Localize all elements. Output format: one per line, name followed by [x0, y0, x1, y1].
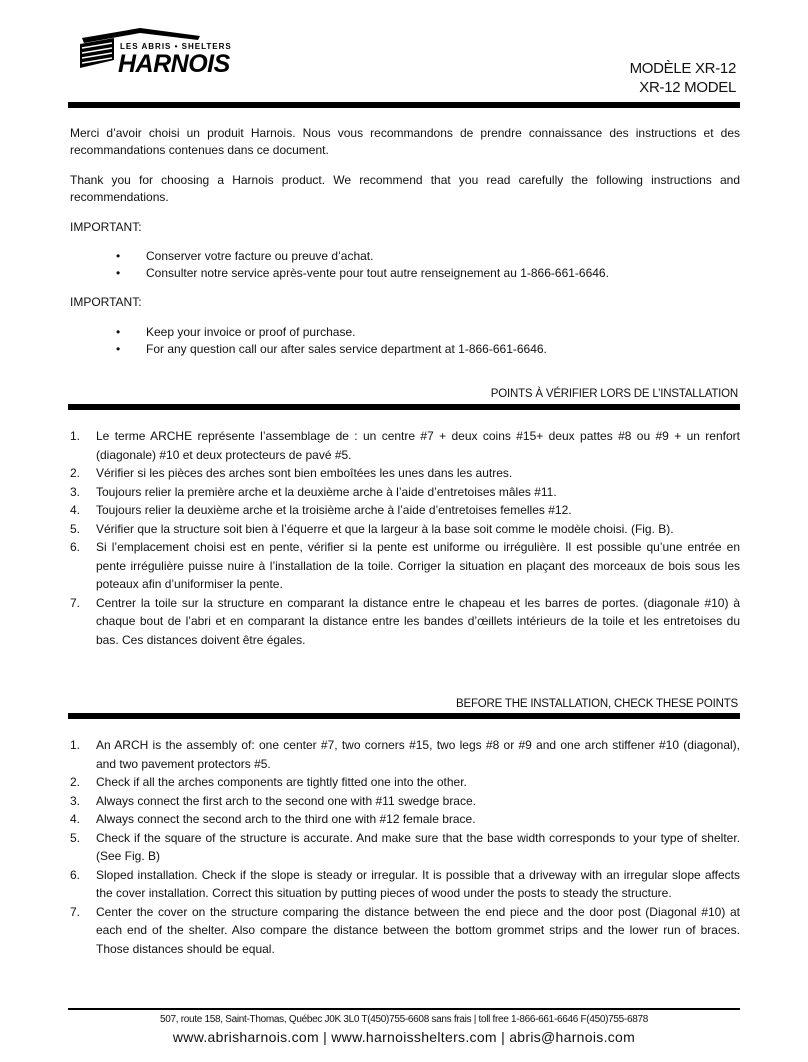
intro-paragraph-fr: Merci d’avoir choisi un produit Harnois. Nous vous recommandons de prendre connaissance des instructions et des recommandations contenues dans ce document.: [70, 126, 740, 157]
list-item-text: For any question call our after sales service department at 1-866-661-6646.: [146, 342, 547, 356]
list-item: [70, 792, 740, 811]
item-number: 2.: [70, 466, 81, 480]
item-text: Centrer la toile sur la structure en comparant la distance entre le chapeau et les barres de portes. (diagonale #10) à chaque bout de l’abri et en comparant la distance entre les bandes d’œillets intérieurs de la toile et les entretoises du bas. Ces distances doivent être égales.: [96, 595, 740, 647]
item-number: 5.: [70, 830, 81, 845]
list-item: [116, 341, 547, 358]
item-text: Toujours relier la deuxième arche et la troisième arche à l’aide d’entretoises femelles #12.: [96, 503, 572, 517]
footer-address: 507, route 158, Saint-Thomas, Québec J0K 3L0 T(450)755-6608 sans frais | toll free 1-866-661-6646 F(450)755-6878: [159, 1014, 649, 1025]
list-item: [70, 903, 740, 959]
section-divider-en: [68, 713, 740, 719]
important-list-en: [116, 324, 547, 358]
bullet-icon: •: [116, 266, 121, 280]
list-item: [70, 773, 740, 792]
list-item: [70, 464, 740, 483]
item-number: 5.: [70, 521, 81, 536]
item-text: Vérifier que la structure soit bien à l’équerre et que la largeur à la base soit comme le modèle choisi. (Fig. B).: [96, 521, 674, 536]
list-item: [70, 810, 740, 829]
list-item: [70, 829, 740, 866]
important-label-fr: IMPORTANT:: [70, 220, 142, 234]
model-title-fr: MODÈLE XR-12: [629, 60, 736, 77]
item-number: 1.: [70, 429, 81, 443]
checklist-fr: [70, 427, 740, 649]
important-list-fr: [116, 248, 609, 282]
harnois-logo-graphic: [80, 24, 250, 76]
section-title-en: BEFORE THE INSTALLATION, CHECK THESE POINTS: [456, 698, 738, 710]
item-text: Si l’emplacement choisi est en pente, vérifier si la pente est uniforme ou irrégulière. Il est possible qu’une entrée en pente irrégulière puisse nuire à l’installation de la toile. Corriger la situation en plaçant des morceaux de bois sous les poteaux afin d’uniformiser la pente.: [96, 540, 740, 591]
item-number: 1.: [70, 738, 81, 752]
footer-web-links: www.abrisharnois.com | www.harnoisshelters.com | abris@harnois.com: [172, 1029, 636, 1045]
item-text: Le terme ARCHE représente l’assemblage de : un centre #7 + deux coins #15+ deux pattes #8 ou #9 + un renfort (diagonale) #10 et deux protecteurs de pavé #5.: [96, 429, 740, 462]
intro-paragraph-en: Thank you for choosing a Harnois product. We recommend that you read carefully the following instructions and recommendations.: [70, 173, 740, 204]
item-number: 6.: [70, 867, 81, 882]
item-number: 7.: [70, 904, 81, 919]
item-text: An ARCH is the assembly of: one center #7, two corners #15, two legs #8 or #9 and one arch stiffener #10 (diagonal), and two pavement protectors #5.: [96, 738, 740, 771]
item-text: Vérifier si les pièces des arches sont bien emboîtées les unes dans les autres.: [96, 466, 513, 480]
bullet-icon: •: [116, 249, 121, 263]
item-number: 6.: [70, 540, 81, 554]
item-text: Sloped installation. Check if the slope is steady or irregular. It is possible that a driveway with an irregular slope affects the cover installation. Correct this situation by putting pieces of wood under the posts to steady the structure.: [96, 867, 740, 900]
list-item: [116, 248, 609, 265]
item-number: 3.: [70, 484, 81, 499]
list-item-text: Keep your invoice or proof of purchase.: [146, 325, 356, 339]
list-item: [70, 520, 740, 539]
section-title-fr: POINTS À VÉRIFIER LORS DE L’INSTALLATION: [490, 388, 738, 400]
model-title-en: XR-12 MODEL: [639, 79, 736, 96]
list-item: [70, 501, 740, 520]
list-item: [116, 324, 547, 341]
footer-divider: [68, 1008, 740, 1010]
list-item-text: Consulter notre service après-vente pour tout autre renseignement au 1-866-661-6646.: [146, 266, 609, 280]
item-text: Check if the square of the structure is accurate. And make sure that the base width corresponds to your type of shelter. (See Fig. B): [96, 830, 740, 863]
list-item: [70, 538, 740, 594]
item-text: Check if all the arches components are tightly fitted one into the other.: [96, 775, 467, 789]
list-item-text: Conserver votre facture ou preuve d’achat.: [146, 249, 374, 263]
list-item: [70, 427, 740, 464]
bullet-icon: •: [116, 325, 121, 339]
harnois-logo: [80, 24, 250, 76]
logo-brand: HARNOIS: [118, 50, 230, 76]
item-number: 3.: [70, 793, 81, 808]
list-item: [116, 265, 609, 282]
item-text: Toujours relier la première arche et la deuxième arche à l’aide d’entretoises mâles #11.: [96, 484, 557, 499]
important-label-en: IMPORTANT:: [70, 295, 142, 309]
bullet-icon: •: [116, 342, 121, 356]
item-number: 4.: [70, 503, 81, 517]
list-item: [70, 483, 740, 502]
item-text: Center the cover on the structure comparing the distance between the end piece and the door post (Diagonal #10) at each end of the shelter. Also compare the distance between the bottom grommet strips and the lower run of braces. Those distances should be equal.: [96, 904, 740, 956]
list-item: [70, 736, 740, 773]
checklist-en: [70, 736, 740, 958]
section-divider-fr: [68, 404, 740, 410]
list-item: [70, 594, 740, 650]
item-number: 2.: [70, 775, 81, 789]
header-divider: [68, 102, 740, 108]
item-number: 7.: [70, 595, 81, 610]
item-text: Always connect the first arch to the second one with #11 swedge brace.: [96, 793, 476, 808]
logo-tagline: LES ABRIS • SHELTERS: [120, 42, 232, 51]
item-text: Always connect the second arch to the third one with #12 female brace.: [96, 812, 476, 826]
list-item: [70, 866, 740, 903]
item-number: 4.: [70, 812, 81, 826]
